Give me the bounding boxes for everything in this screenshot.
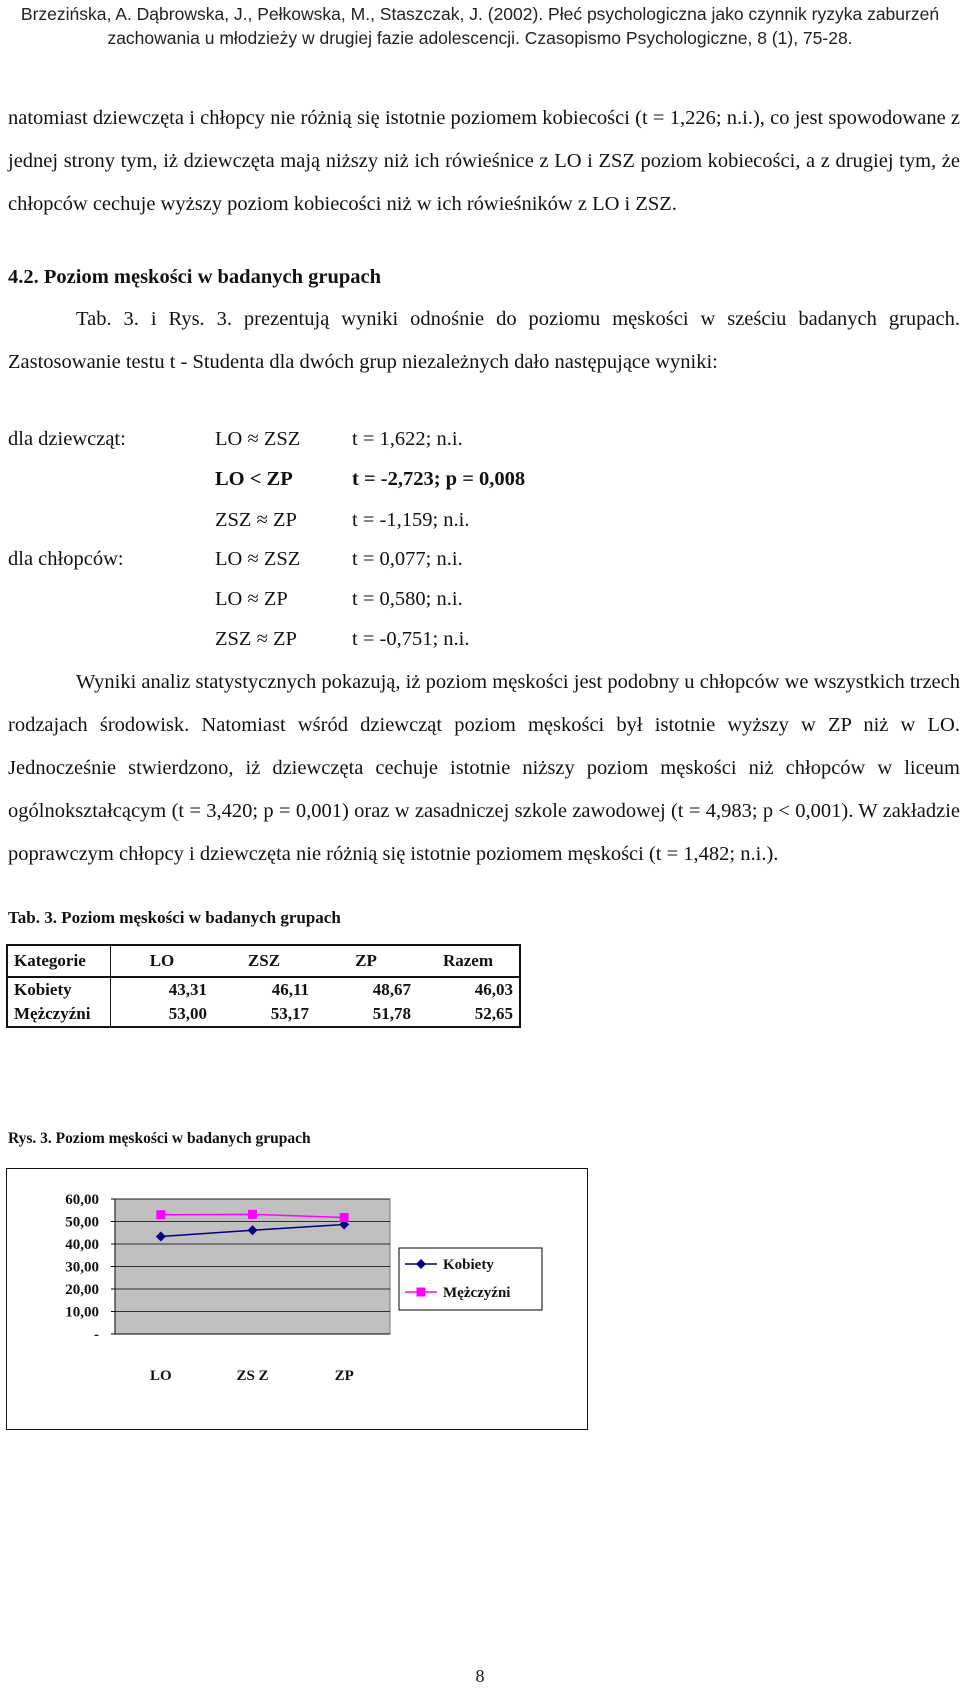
table-cell: 46,03 — [417, 977, 520, 1002]
chart-frame — [6, 1168, 588, 1430]
data-point — [340, 1213, 349, 1222]
table-header-row — [7, 945, 520, 977]
results-table — [6, 944, 521, 1028]
intro-paragraph: natomiast dziewczęta i chłopcy nie różnią się istotnie poziomem kobiecości (t = 1,226; n.i.), co jest spowodowane z jednej strony tym, iż dziewczęta mają niższy niż ich rówieśnice z LO i ZSZ poziom kobiecości, a z drugiej tym, że chłopców cechuje wyższy poziom kobiecości niż w ich rówieśników z LO i ZSZ. — [8, 107, 960, 215]
table-row — [7, 1002, 520, 1027]
table-header-cell: Kategorie — [7, 945, 111, 977]
y-tick-label: 20,00 — [65, 1282, 99, 1298]
test-group-girls: dla dziewcząt: — [8, 428, 126, 450]
table-header-cell: LO — [111, 945, 214, 977]
citation-header — [0, 4, 960, 25]
x-tick-label: ZP — [334, 1368, 354, 1384]
x-tick-label: LO — [149, 1368, 172, 1384]
section-heading: 4.2. Poziom męskości w badanych grupach — [8, 266, 382, 288]
test-result: t = 1,622; n.i. — [352, 428, 463, 450]
table-row — [7, 977, 520, 1002]
test-result: t = 0,077; n.i. — [352, 548, 463, 570]
y-tick-label: 10,00 — [65, 1304, 99, 1321]
results-paragraph: Wyniki analiz statystycznych pokazują, iż poziom męskości jest podobny u chłopców we wszystkich trzech rodzajach środowisk. Natomiast wśród dziewcząt poziom męskości był istotnie wyższy w ZP niż w LO. Jednocześnie stwierdzono, iż dziewczęta cechuje istotnie niższy poziom męskości niż chłopców w liceum ogólnokształcącym (t = 3,420; p = 0,001) oraz w zasadniczej szkole zawodowej (t = 4,983; p < 0,001). W zakładzie poprawczym chłopcy i dziewczęta nie różnią się istotnie poziomem męskości (t = 1,482; n.i.). — [8, 671, 960, 865]
table-header-cell: Razem — [417, 945, 520, 977]
table-cell: Mężczyźni — [7, 1002, 111, 1027]
test-comparison: LO ≈ ZP — [215, 588, 288, 610]
table-cell: 53,17 — [213, 1002, 315, 1027]
y-tick-label: 50,00 — [65, 1214, 99, 1231]
table-cell: 53,00 — [111, 1002, 214, 1027]
test-result: t = -2,723; p = 0,008 — [352, 468, 526, 490]
test-comparison: LO ≈ ZSZ — [215, 548, 301, 570]
y-tick-label: 30,00 — [65, 1259, 99, 1276]
test-result: t = -1,159; n.i. — [352, 509, 470, 531]
legend-label: Mężczyźni — [443, 1285, 511, 1301]
test-comparison: ZSZ ≈ ZP — [215, 628, 297, 650]
y-tick-label: - — [94, 1327, 99, 1343]
table-cell: 51,78 — [315, 1002, 417, 1027]
table-caption: Tab. 3. Poziom męskości w badanych grupach — [8, 908, 341, 927]
table-cell: 48,67 — [372, 980, 411, 999]
citation-line-1: Brzezińska, A. Dąbrowska, J., Pełkowska, M., Staszczak, J. (2002). Płeć psychologiczna jako czynnik ryzyka zaburzeń — [20, 4, 940, 24]
figure-caption: Rys. 3. Poziom męskości w badanych grupach — [8, 1130, 311, 1147]
table-cell: 43,31 — [168, 980, 207, 999]
test-comparison: ZSZ ≈ ZP — [215, 509, 297, 531]
table-cell: 46,11 — [271, 980, 309, 999]
test-comparison: LO < ZP — [215, 468, 293, 490]
test-result: t = 0,580; n.i. — [352, 588, 463, 610]
data-point — [248, 1210, 257, 1219]
table-cell: Kobiety — [7, 977, 111, 1002]
legend-label: Kobiety — [443, 1257, 494, 1273]
table-header-cell: ZP — [315, 945, 417, 977]
data-point — [156, 1210, 165, 1219]
test-result: t = -0,751; n.i. — [352, 628, 470, 650]
y-tick-label: 40,00 — [65, 1237, 99, 1253]
x-tick-label: ZS Z — [236, 1368, 269, 1384]
test-group-boys: dla chłopców: — [8, 548, 124, 570]
test-comparison: LO ≈ ZSZ — [215, 428, 301, 450]
y-tick-label: 60,00 — [65, 1192, 99, 1208]
section-paragraph: Tab. 3. i Rys. 3. prezentują wyniki odnośnie do poziomu męskości w sześciu badanych grupach. Zastosowanie testu t - Studenta dla dwóch grup niezależnych dało następujące wyniki: — [8, 308, 960, 373]
legend-marker — [417, 1288, 426, 1297]
table-cell: 52,65 — [417, 1002, 520, 1027]
page-number: 8 — [475, 1666, 485, 1686]
table-header-cell: ZSZ — [213, 945, 315, 977]
citation-header-2 — [0, 28, 960, 49]
citation-line-2: zachowania u młodzieży w drugiej fazie adolescencji. Czasopismo Psychologiczne, 8 (1), 75-28. — [107, 28, 853, 48]
line-chart — [7, 1169, 587, 1429]
